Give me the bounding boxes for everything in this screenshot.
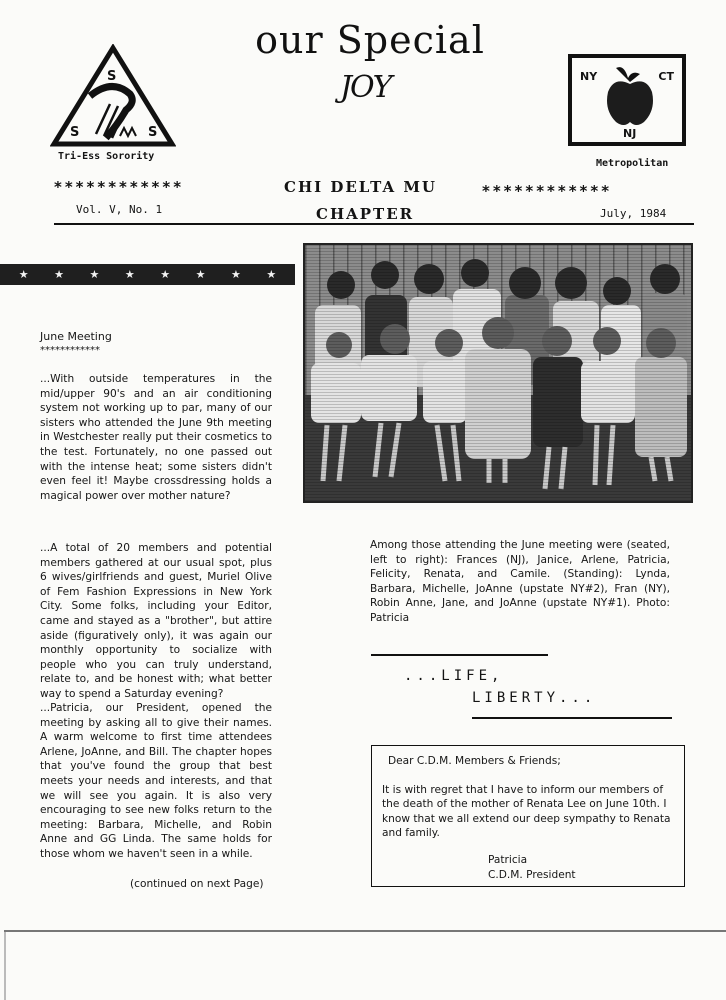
article-paragraph-2: ...A total of 20 members and potential members gathered at our usual spot, plus 6 wives/girlfriends and guest, Muriel Olive of Fem Fashion Expressions in New York City. Some folks, including your Editor, came and stayed as a "brother", but attire aside (figuratively only), it was again our monthly opportunity to socialize with people who you can truly understand, relate to, and be honest with; what better way to spend a Saturday evening? [40,542,272,700]
article-heading: June Meeting [40,330,112,343]
star-icon: ★ [195,268,206,281]
star-icon: ★ [18,268,29,281]
article-paragraph-3: ...Patricia, our President, opened the meeting by asking all to give their names. A warm welcome to first time attendees Arlene, JoAnne, and Bill. The chapter hopes that you've found the group that best meets your needs and interests, and that we will see you again. It is also very encouraging to see new folks return to the meeting: Barbara, Michelle, and Robin Anne and GG Linda. The same holds for those whom we haven't seen in a while. [40,702,272,860]
continued-note: (continued on next Page) [130,878,264,890]
newsletter-title: our Special [255,18,485,62]
letter-salutation: Dear C.D.M. Members & Friends; [388,755,561,767]
metropolitan-logo [568,54,686,146]
state-nj: NJ [623,127,637,140]
chapter-label: CHAPTER [316,205,415,223]
issue-date: July, 1984 [600,207,667,220]
section-title-life: ...LIFE, [404,668,504,684]
star-icon: ★ [89,268,100,281]
sorority-name: Tri-Ess Sorority [58,151,155,162]
letter-signature-title: C.D.M. President [488,868,576,881]
big-apple-icon [602,62,658,128]
letter-body: It is with regret that I have to inform our members of the death of the mother of Renata Lee on June 10th. I know that we all extend our deep sympathy to Renata and family. [382,783,671,840]
state-ct: CT [658,70,674,83]
star-banner [0,264,295,285]
heading-underline-stars: ************ [40,345,100,356]
photo-caption: Among those attending the June meeting were (seated, left to right): Frances (NJ), Janice, Arlene, Patricia, Felicity, Renata, and Camile. (Standing): Lynda, Barbara, Michelle, JoAnne (upstate NY#2), Fran (NY), Robin Anne, Jane, and JoAnne (upstate NY#1). Photo: Patricia [370,539,670,624]
state-ny: NY [580,70,598,83]
newsletter-subtitle: JOY [340,70,391,105]
page-edge [4,932,6,1000]
group-photo [303,243,693,503]
letter-signature-name: Patricia [488,853,528,866]
svg-text:S: S [107,69,117,84]
section-divider [371,654,548,656]
page-edge [4,930,726,932]
svg-text:S: S [70,125,80,140]
star-icon: ★ [124,268,135,281]
masthead-divider [54,223,694,225]
section-divider [472,717,672,719]
chapter-name: CHI DELTA MU [284,178,438,196]
star-icon: ★ [54,268,64,281]
svg-text:S: S [148,125,158,140]
star-icon: ★ [160,268,171,281]
condolence-letter [371,745,685,887]
left-star-border: * * * * * * * * * * * * [54,178,182,196]
right-star-border: * * * * * * * * * * * * [482,182,610,200]
star-icon: ★ [231,268,241,281]
volume-number: Vol. V, No. 1 [76,203,163,216]
star-icon: ★ [266,268,277,281]
article-paragraph-1: ...With outside temperatures in the mid/upper 90's and an air conditioning system not working up to par, many of our sisters who attended the June 9th meeting in Westchester really put their cosmetics to the test. Fortunately, no one passed out with the intense heat; some sisters didn't even feel it! Maybe crossdressing holds a magical power over mother nature? [40,373,272,502]
region-name: Metropolitan [596,158,669,169]
triangle-sorority-emblem-icon [50,44,176,148]
section-title-liberty: LIBERTY... [472,690,597,706]
